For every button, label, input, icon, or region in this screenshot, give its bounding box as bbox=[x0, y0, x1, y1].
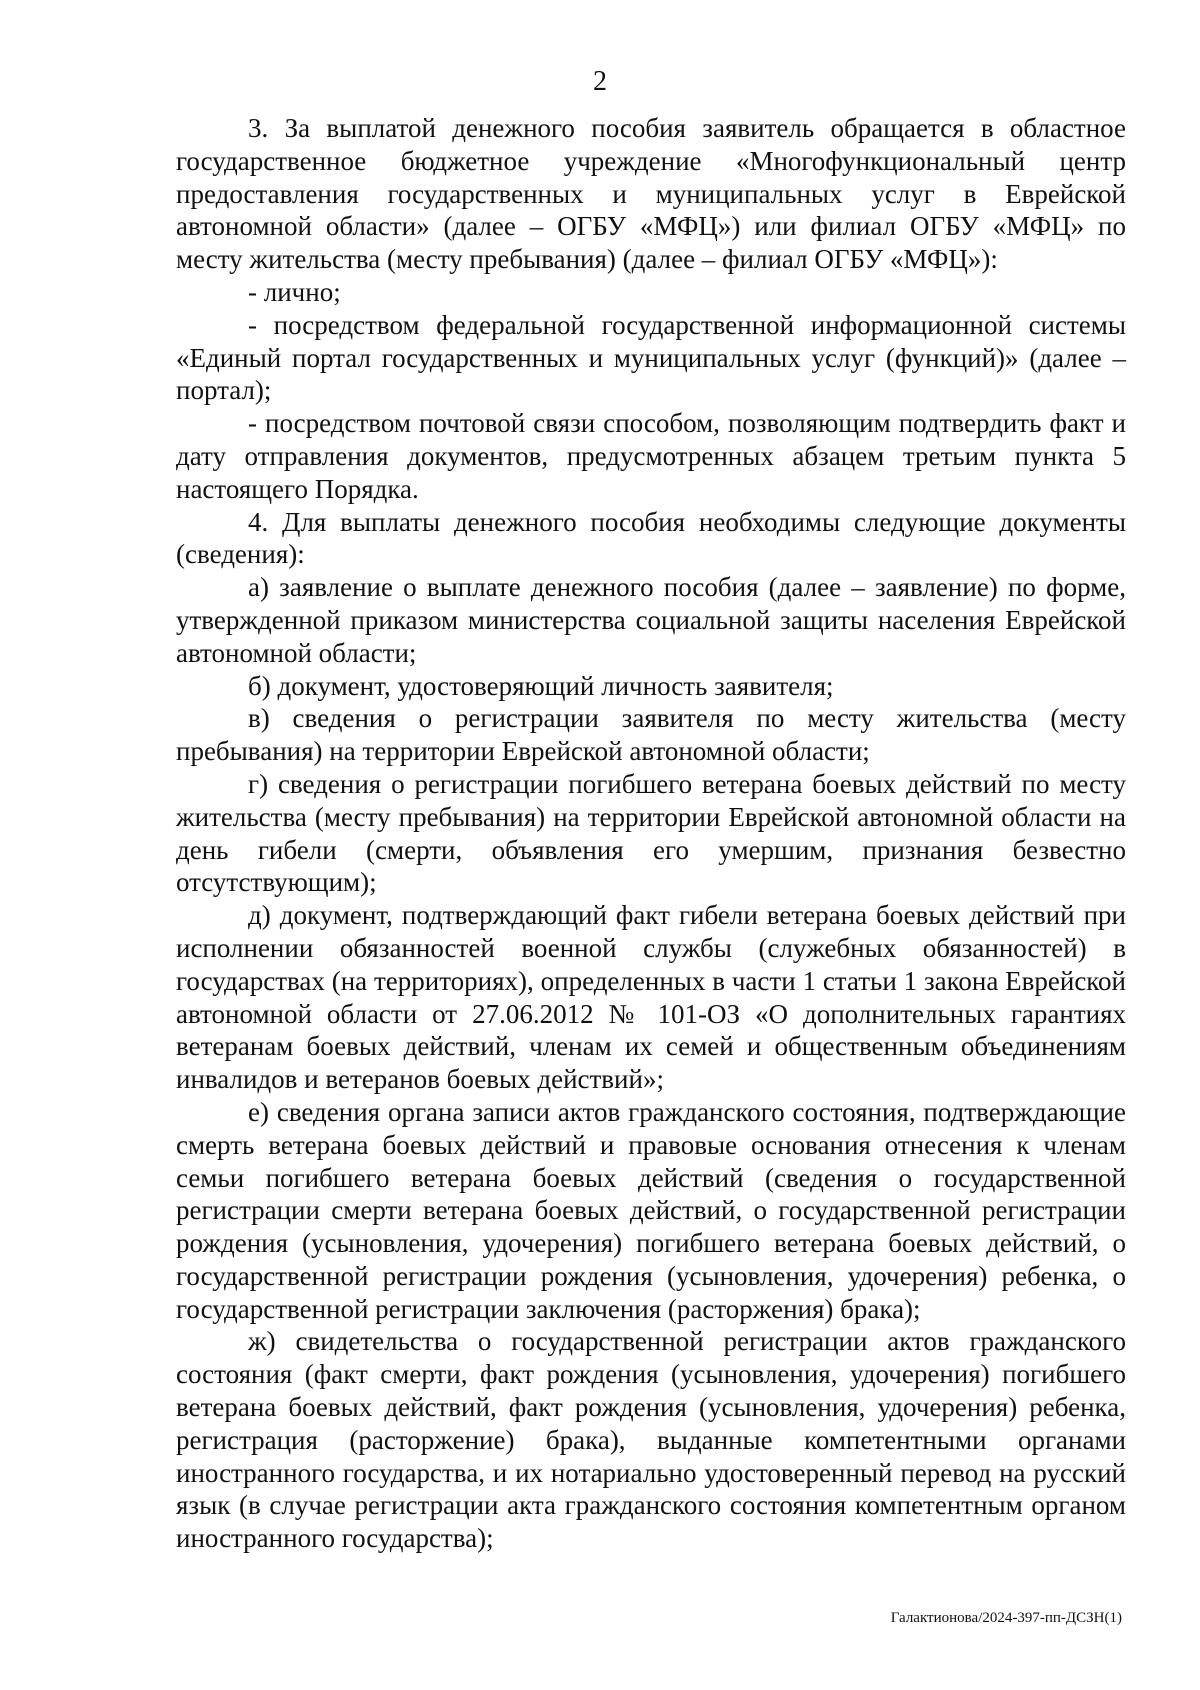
paragraph-item-4: 4. Для выплаты денежного пособия необходимы следующие документы (сведения): bbox=[176, 506, 1126, 570]
paragraph-subitem-g: г) сведения о регистрации погибшего ветерана боевых действий по месту жительства (месту пребывания) на территории Еврейской автономной области на день гибели (смерти, объявления его умершим, признания безвестно отсутствующим); bbox=[176, 768, 1126, 898]
paragraph-subitem-b: б) документ, удостоверяющий личность заявителя; bbox=[248, 670, 834, 701]
page-number: 2 bbox=[593, 66, 607, 97]
paragraph-subitem-d: д) документ, подтверждающий факт гибели ветерана боевых действий при исполнении обязанностей военной службы (служебных обязанностей) в государствах (на территориях), определенных в части 1 статьи 1 закона Еврейской автономной области от 27.06.2012 № 101-ОЗ «О дополнительных гарантиях ветеранам боевых действий, членам их семей и общественным объединениям инвалидов и ветеранов боевых действий»; bbox=[176, 900, 1126, 1095]
paragraph-subitem-zh: ж) свидетельства о государственной регистрации актов гражданского состояния (факт смерти, факт рождения (усыновления, удочерения) погибшего ветерана боевых действий, факт рождения (усыновления, удочерения) ребенка, регистрация (расторжение) брака), выданные компетентными органами иностранного государства, и их нотариально удостоверенный перевод на русский язык (в случае регистрации акта гражданского состояния компетентным органом иностранного государства); bbox=[176, 1326, 1126, 1554]
paragraph-subitem-e: е) сведения органа записи актов гражданского состояния, подтверждающие смерть ветерана боевых действий и правовые основания отнесения к членам семьи погибшего ветерана боевых действий (сведения о государственной регистрации смерти ветерана боевых действий, о государственной регистрации рождения (усыновления, удочерения) погибшего ветерана боевых действий, о государственной регистрации рождения (усыновления, удочерения) ребенка, о государственной регистрации заключения (расторжения) брака); bbox=[176, 1096, 1126, 1324]
document-reference-code: Галактионова/2024-397-пп-ДСЗН(1) bbox=[890, 1610, 1122, 1626]
paragraph-subitem-v: в) сведения о регистрации заявителя по месту жительства (месту пребывания) на территории Еврейской автономной области; bbox=[176, 703, 1126, 767]
document-body bbox=[176, 112, 1126, 1555]
paragraph-option-postal: - посредством почтовой связи способом, позволяющим подтвердить факт и дату отправления документов, предусмотренных абзацем третьим пункта 5 настоящего Порядка. bbox=[176, 408, 1126, 504]
paragraph-option-personally: - лично; bbox=[248, 276, 341, 307]
paragraph-option-portal: - посредством федеральной государственной информационной системы «Единый портал государственных и муниципальных услуг (функций)» (далее – портал); bbox=[176, 309, 1126, 406]
paragraph-subitem-a: а) заявление о выплате денежного пособия (далее – заявление) по форме, утвержденной приказом министерства социальной защиты населения Еврейской автономной области; bbox=[176, 572, 1126, 668]
paragraph-item-3: 3. За выплатой денежного пособия заявитель обращается в областное государственное бюджетное учреждение «Многофункциональный центр предоставления государственных и муниципальных услуг в Еврейской автономной области» (далее – ОГБУ «МФЦ») или филиал ОГБУ «МФЦ» по месту жительства (месту пребывания) (далее – филиал ОГБУ «МФЦ»): bbox=[176, 113, 1126, 275]
